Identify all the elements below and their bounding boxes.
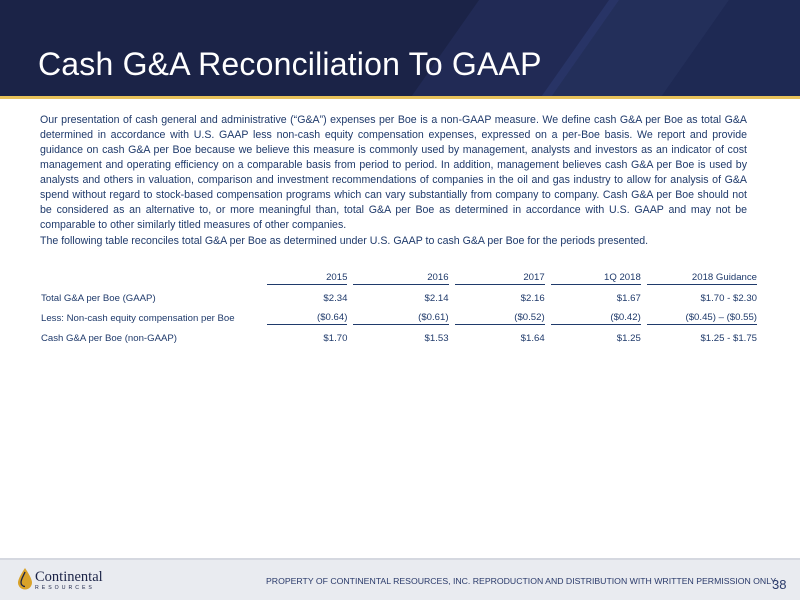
table-cell: $2.14: [424, 292, 449, 304]
reconciliation-table: [38, 268, 760, 348]
table-cell: $1.53: [424, 332, 449, 344]
table-cell: $1.70 - $2.30: [700, 292, 757, 304]
header-banner: [0, 0, 800, 96]
table-cell: [350, 308, 451, 328]
footer-notice: PROPERTY OF CONTINENTAL RESOURCES, INC. REPRODUCTION AND DISTRIBUTION WITH WRITTEN PERMISSION ONLY: [266, 576, 777, 586]
table-cell: $2.34: [323, 292, 348, 304]
column-header: [548, 268, 644, 288]
table-cell: [452, 308, 548, 328]
cell-value: ($0.42): [551, 312, 641, 325]
column-header-label: 2015: [267, 272, 347, 285]
table-cell: $1.25: [616, 332, 641, 344]
logo-wordmark: Continental: [35, 569, 103, 585]
column-header-label: 2018 Guidance: [647, 272, 757, 285]
table-cell: [264, 308, 350, 328]
table-cell: $1.70: [323, 332, 348, 344]
table-row: [38, 288, 760, 308]
page-title: Cash G&A Reconciliation To GAAP: [38, 46, 542, 82]
table-cell: $1.64: [520, 332, 545, 344]
header-accent-rule: [0, 96, 800, 99]
cell-value: ($0.52): [455, 312, 545, 325]
oil-drop-icon: [18, 568, 32, 590]
column-header: [350, 268, 451, 288]
cell-value: ($0.61): [353, 312, 448, 325]
page-number: 38: [772, 577, 787, 592]
table-header-row: [38, 268, 760, 288]
column-header-label: 2017: [455, 272, 545, 285]
table-cell: [548, 308, 644, 328]
cell-value: ($0.45) – ($0.55): [647, 312, 757, 325]
column-header-label: 2016: [353, 272, 448, 285]
logo-subtitle: RESOURCES: [35, 585, 95, 591]
row-label: Less: Non-cash equity compensation per Boe: [41, 312, 235, 324]
cell-value: ($0.64): [267, 312, 347, 325]
table-cell: [644, 308, 760, 328]
column-header-label: 1Q 2018: [551, 272, 641, 285]
table-row: [38, 328, 760, 348]
table-header-blank: [38, 268, 264, 288]
column-header: [644, 268, 760, 288]
table-cell: $1.67: [616, 292, 641, 304]
column-header: [264, 268, 350, 288]
row-label: Total G&A per Boe (GAAP): [41, 292, 156, 304]
table-cell: $1.25 - $1.75: [700, 332, 757, 344]
company-logo: [18, 566, 128, 594]
row-label: Cash G&A per Boe (non-GAAP): [41, 332, 177, 344]
table-row: [38, 308, 760, 328]
table-cell: $2.16: [520, 292, 545, 304]
body-paragraph: Our presentation of cash general and administrative (“G&A”) expenses per Boe is a non-GAAP measure. We define cash G&A per Boe as total G&A determined in accordance with U.S. GAAP less non-cash equity compensation expenses, expressed on a per-Boe basis. We report and provide guidance on cash G&A per Boe because we believe this measure is commonly used by management, analysts and investors as an indicator of cost management and operating efficiency on a comparable basis from period to period. In addition, management believes cash G&A per Boe is used by analysts and others in valuation, comparison and investment recommendations of companies in the oil and gas industry to allow for analysis of G&A spend without regard to stock-based compensation programs which can vary substantially from company to company. Cash G&A per Boe should not be considered as an alternative to, or more meaningful than, total G&A per Boe as determined in accordance with U.S. GAAP and may not be comparable to other similarly titled measures of other companies.: [40, 114, 747, 231]
column-header: [452, 268, 548, 288]
table-intro: The following table reconciles total G&A per Boe as determined under U.S. GAAP to cash G&A per Boe for the periods presented.: [40, 235, 649, 247]
